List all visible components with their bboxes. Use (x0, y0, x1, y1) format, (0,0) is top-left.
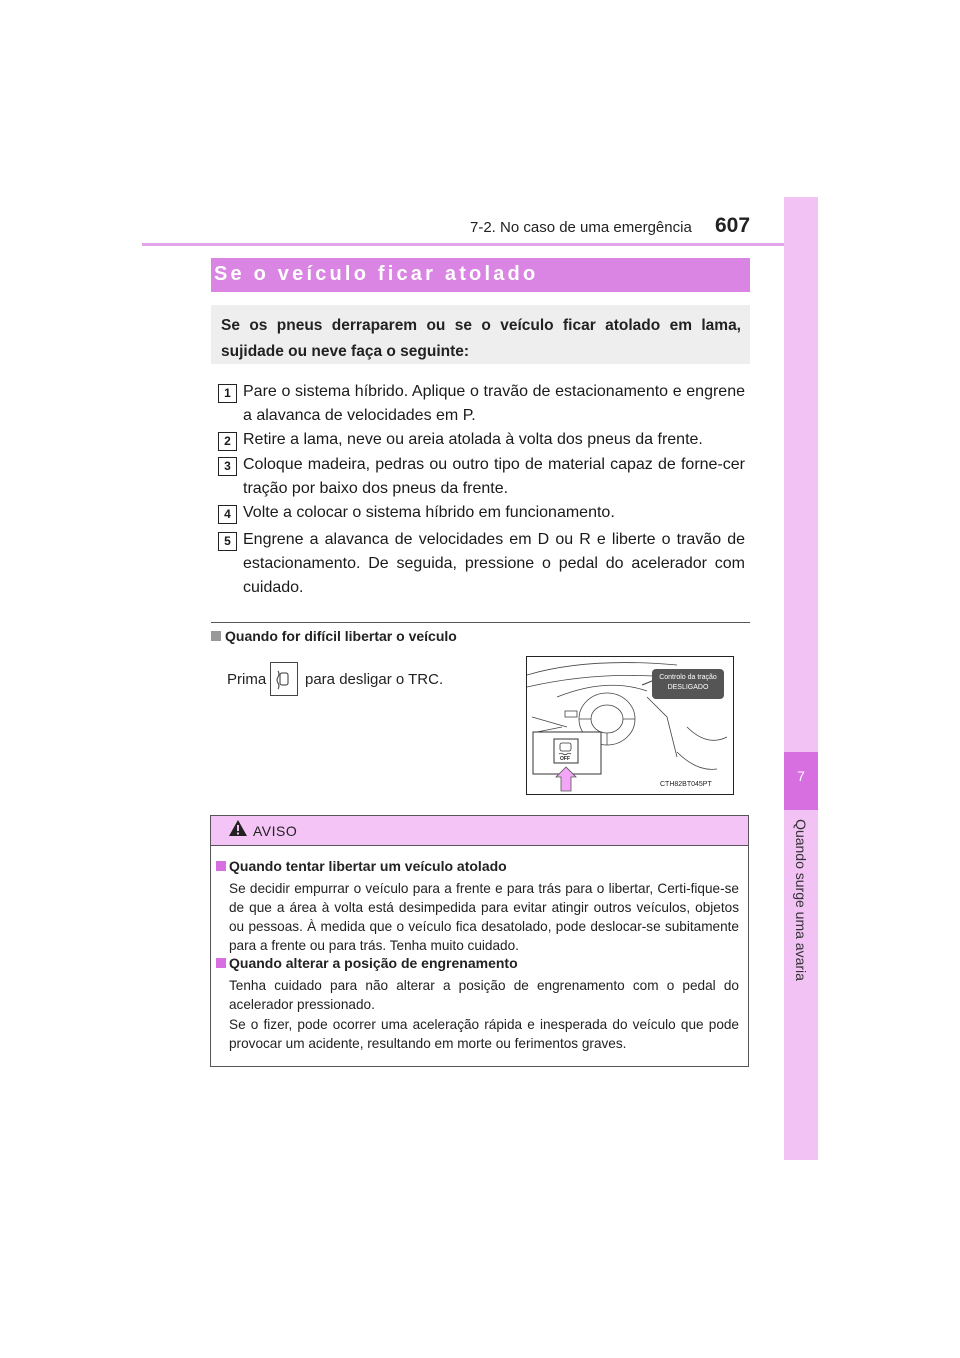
chapter-label: Quando surge uma avaria (793, 819, 809, 981)
trc-off-icon (270, 662, 298, 696)
warning-bullet (216, 958, 226, 968)
dashboard-illustration (526, 656, 734, 795)
step-number: 1 (218, 384, 237, 403)
callout-line-2: DESLIGADO (667, 684, 709, 691)
note-bullet (211, 631, 221, 641)
callout-line-1: Controlo da tração (659, 674, 717, 681)
callout-label (652, 669, 724, 699)
warning-title: AVISO (253, 823, 298, 839)
intro-text: Se os pneus derraparem ou se o veículo ficar atolado em lama, sujidade ou neve faça o seguinte: (221, 317, 741, 360)
step-number: 3 (218, 457, 237, 476)
step-text: Volte a colocar o sistema híbrido em funcionamento. (243, 504, 615, 521)
step-number: 5 (218, 532, 237, 551)
warning-paragraph: Se o fizer, pode ocorrer uma aceleração rápida e inesperada do veículo que pode provocar um acidente, resultando em morte ou ferimentos graves. (229, 1017, 739, 1051)
note-heading: Quando for difícil libertar o veículo (225, 628, 457, 644)
warning-paragraph: Se decidir empurrar o veículo para a frente e para trás para o libertar, Certi-fique-se de que a área à volta está desimpedida para evitar atingir outros veículos, objetos ou pessoas. À medida que o veículo fica desatolado, pode deslocar-se subitamente para a frente ou para trás. Tenha muito cuidado. (229, 881, 739, 953)
step-number: 4 (218, 505, 237, 524)
step-text: Retire a lama, neve ou areia atolada à volta dos pneus da frente. (243, 431, 703, 448)
off-button-label: OFF (560, 756, 570, 762)
warning-paragraph: Tenha cuidado para não alterar a posição de engrenamento com o pedal do acelerador pressionado. (229, 978, 739, 1012)
page-title: Se o veículo ficar atolado (214, 263, 539, 285)
warning-heading: Quando tentar libertar um veículo atolado (229, 858, 507, 874)
illustration-code: CTH82BT045PT (660, 781, 712, 788)
chapter-side-tab (784, 197, 818, 1160)
warning-triangle-icon (228, 819, 248, 842)
warning-bullet (216, 861, 226, 871)
step-number: 2 (218, 432, 237, 451)
header-divider (142, 243, 818, 246)
note-suffix: para desligar o TRC. (305, 671, 444, 688)
warning-heading: Quando alterar a posição de engrenamento (229, 955, 518, 971)
chapter-number: 7 (797, 768, 805, 784)
note-prefix: Prima (227, 671, 267, 688)
section-title: 7-2. No caso de uma emergência (470, 219, 692, 236)
page-number: 607 (715, 214, 751, 237)
step-text: Coloque madeira, pedras ou outro tipo de material capaz de forne-cer tração por baixo dos pneus da frente. (243, 456, 745, 497)
step-text: Engrene a alavanca de velocidades em D ou R e liberte o travão de estacionamento. De seguida, pressione o pedal do acelerador com cuidado. (243, 531, 745, 596)
step-text: Pare o sistema híbrido. Aplique o travão de estacionamento e engrene a alavanca de velocidades em P. (243, 383, 745, 424)
section-divider (211, 622, 750, 623)
